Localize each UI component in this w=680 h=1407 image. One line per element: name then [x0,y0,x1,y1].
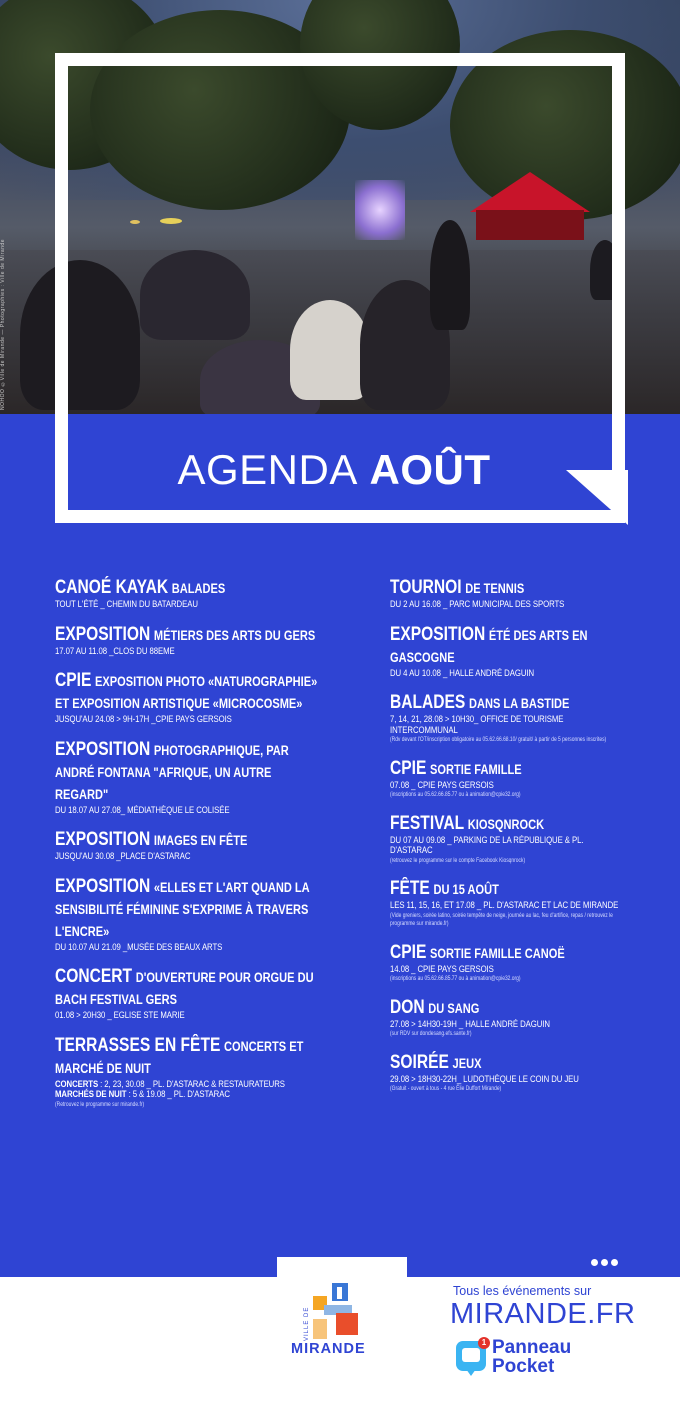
notification-badge: 1 [478,1337,490,1349]
event-keyword: CPIE [55,670,92,691]
agenda-event [55,624,330,658]
event-keyword: FÊTE [390,878,430,899]
event-details: DU 07 AU 09.08 _ PARKING DE LA RÉPUBLIQUE & PL. D'ASTARAC [390,834,584,856]
event-subtitle: EXPOSITION PHOTO «NATUROGRAPHIE» ET EXPOSITION ARTISTIQUE «MICROCOSME» [55,674,318,711]
event-body [55,852,326,863]
event-heading [390,577,628,600]
event-body [390,901,624,929]
event-subtitle: D'OUVERTURE POUR ORGUE DU BACH FESTIVAL GERS [55,970,314,1007]
event-keyword: EXPOSITION [55,875,151,897]
page-title [68,447,600,493]
event-note: (inscriptions au 05.62.66.85.77 ou à animation@cpie32.org) [390,976,521,982]
agenda-event [55,1035,330,1110]
event-body [55,715,326,726]
event-subtitle: DU SANG [428,1000,480,1016]
event-body [55,1011,326,1022]
event-keyword: CANOÉ KAYAK [55,577,169,598]
agenda-event [55,876,330,954]
event-subtitle: KIOSQNROCK [467,816,545,832]
agenda-event [390,1052,630,1094]
event-heading [390,624,628,669]
event-heading [390,1052,628,1075]
event-keyword: BALADES [390,692,466,713]
agenda-event [390,878,630,929]
event-keyword: CPIE [390,941,427,963]
event-heading [390,942,628,965]
event-body [390,781,624,800]
event-keyword: EXPOSITION [55,738,151,760]
agenda-column-right [390,577,630,1107]
event-extra-text: : 5 & 19.08 _ PL. D'ASTARAC [126,1089,230,1100]
event-heading [55,624,317,647]
event-heading [55,1035,317,1080]
panneau-pocket-logo[interactable] [492,1338,571,1376]
event-note: (Gratuit - ouvert à tous - 4 rue Élie Duffort Mirande) [390,1086,502,1092]
event-extra-label: MARCHÉS DE NUIT [55,1089,127,1100]
event-subtitle: IMAGES EN FÊTE [153,833,248,848]
town-logo[interactable] [277,1257,407,1407]
event-extra-text: : 2, 23, 30.08 _ PL. D'ASTARAC & RESTAURATEURS [98,1078,285,1090]
event-body [55,806,326,817]
event-details: JUSQU'AU 30.08 _PLACE D'ASTARAC [55,851,191,862]
event-extra-label: CONCERTS [55,1078,99,1090]
panneau-pocket-screen-icon [462,1348,480,1362]
title-agenda: AGENDA [177,446,358,493]
event-subtitle: ÉTÉ DES ARTS EN GASCOGNE [390,627,588,665]
event-body [55,943,326,954]
event-subtitle: PHOTOGRAPHIQUE, PAR ANDRÉ FONTANA "AFRIQUE, UN AUTRE REGARD" [55,742,289,802]
event-subtitle: SORTIE FAMILLE CANOË [430,945,565,961]
event-note: (Rdv devant l'OT/inscription obligatoire au 05.62.66.68.10/ gratuit/ à partir de 5 personnes inscrites) [390,737,607,743]
event-subtitle: DU 15 AOÛT [433,882,499,897]
event-keyword: TERRASSES EN FÊTE [55,1034,221,1056]
event-note: (Retrouvez le programme sur mirande.fr) [55,1101,145,1108]
panneau-pocket-tail-icon [466,1369,476,1376]
event-note: (Vide greniers, soirée latino, soirée tempête de neige, journée au lac, feu d'artifice, repas / retrouvez le programme sur mirande.fr) [390,912,613,927]
event-details: JUSQU'AU 24.08 > 9H-17H _CPIE PAYS GERSOIS [55,714,232,725]
event-heading [390,692,628,715]
event-keyword: FESTIVAL [390,812,465,834]
event-details: 7, 14, 21, 28.08 > 10H30_ OFFICE DE TOURISME INTERCOMMUNAL [390,714,564,736]
event-details: 14.08 _ CPIE PAYS GERSOIS [390,963,494,975]
agenda-event [390,624,630,680]
event-heading [55,739,317,806]
event-subtitle: DANS LA BASTIDE [468,696,570,711]
website-link[interactable]: MIRANDE.FR [450,1298,636,1330]
logo-ville-de: VILLE DE [304,1306,310,1341]
event-details: DU 2 AU 16.08 _ PARC MUNICIPAL DES SPORTS [390,599,565,610]
event-details: DU 18.07 AU 27.08_ MÉDIATHÈQUE LE COLISÉE [55,804,230,816]
event-heading [55,577,317,600]
panneau-pocket-line2: Pocket [492,1356,555,1377]
event-body [390,836,624,866]
agenda-event [390,813,630,866]
logo-square-peach [313,1319,327,1339]
event-subtitle: CONCERTS ET MARCHÉ DE NUIT [55,1038,304,1076]
event-subtitle: DE TENNIS [465,581,525,596]
event-details: 07.08 _ CPIE PAYS GERSOIS [390,779,494,791]
event-keyword: EXPOSITION [55,829,151,850]
event-details: 27.08 > 14H30-19H _ HALLE ANDRÉ DAGUIN [390,1018,550,1030]
event-subtitle: JEUX [452,1055,482,1071]
event-heading [390,997,628,1020]
event-subtitle: «ELLES ET L'ART QUAND LA SENSIBILITÉ FÉMININE S'EXPRIME À TRAVERS L'ENCRE» [55,879,310,939]
photo-credit: NOHOO ©Ville de Mirande — Photographies : Ville de Mirande [0,239,6,410]
event-heading [55,876,317,943]
event-details: LES 11, 15, 16, ET 17.08 _ PL. D'ASTARAC ET LAC DE MIRANDE [390,900,619,911]
agenda-event [55,670,330,726]
event-keyword: DON [390,996,425,1018]
event-subtitle: SORTIE FAMILLE [430,761,522,777]
agenda-event [390,997,630,1039]
logo-tower-icon [337,1287,342,1299]
event-subtitle: MÉTIERS DES ARTS DU GERS [153,627,316,643]
logo-square-red [336,1313,358,1335]
event-heading [390,758,628,781]
agenda-event [55,739,330,817]
event-extra [55,1090,326,1101]
event-details: 01.08 > 20H30 _ EGLISE STE MARIE [55,1010,185,1021]
agenda-column-left [55,577,330,1122]
event-heading [55,966,317,1011]
event-note: (sur RDV sur dondesang.efs.sante.fr) [390,1031,472,1037]
event-heading [390,813,628,836]
event-keyword: TOURNOI [390,577,462,598]
event-details: TOUT L'ÉTÉ _ CHEMIN DU BATARDEAU [55,599,198,610]
event-body [390,600,624,611]
logo-mirande: MIRANDE [291,1341,366,1357]
agenda-event [390,758,630,800]
event-body [390,965,624,984]
agenda-event [390,692,630,745]
event-body [55,600,326,611]
event-body [390,1075,624,1094]
event-body [390,1020,624,1039]
event-keyword: EXPOSITION [55,623,151,645]
footer-tagline: Tous les événements sur [453,1284,592,1298]
title-month: AOÛT [369,446,491,493]
event-keyword: CONCERT [55,966,133,987]
event-body [390,669,624,680]
agenda-event [390,942,630,984]
more-dots [591,1252,621,1266]
event-heading [55,670,317,715]
event-details: DU 10.07 AU 21.09 _MUSÉE DES BEAUX ARTS [55,941,223,953]
event-keyword: SOIRÉE [390,1051,449,1073]
agenda-event [55,577,330,611]
event-heading [55,829,317,852]
event-body [55,1080,326,1110]
event-details: 17.07 AU 11.08 _CLOS DU 88EME [55,645,175,657]
panneau-pocket-line1: Panneau [492,1337,572,1358]
event-note: (retrouvez le programme sur le compte Facebook Kiosqnrock) [390,857,526,864]
agenda-event [55,829,330,863]
event-details: 29.08 > 18H30-22H_ LUDOTHÈQUE LE COIN DU JEU [390,1073,579,1085]
agenda-event [55,966,330,1022]
event-subtitle: BALADES [171,581,226,596]
event-body [55,647,326,658]
event-keyword: EXPOSITION [390,623,486,645]
agenda-event [390,577,630,611]
event-note: (inscriptions au 05.62.66.85.77 ou à animation@cpie32.org) [390,792,521,798]
event-heading [390,878,628,901]
event-details: DU 4 AU 10.08 _ HALLE ANDRÉ DAGUIN [390,667,534,679]
event-body [390,715,624,745]
event-keyword: CPIE [390,757,427,779]
